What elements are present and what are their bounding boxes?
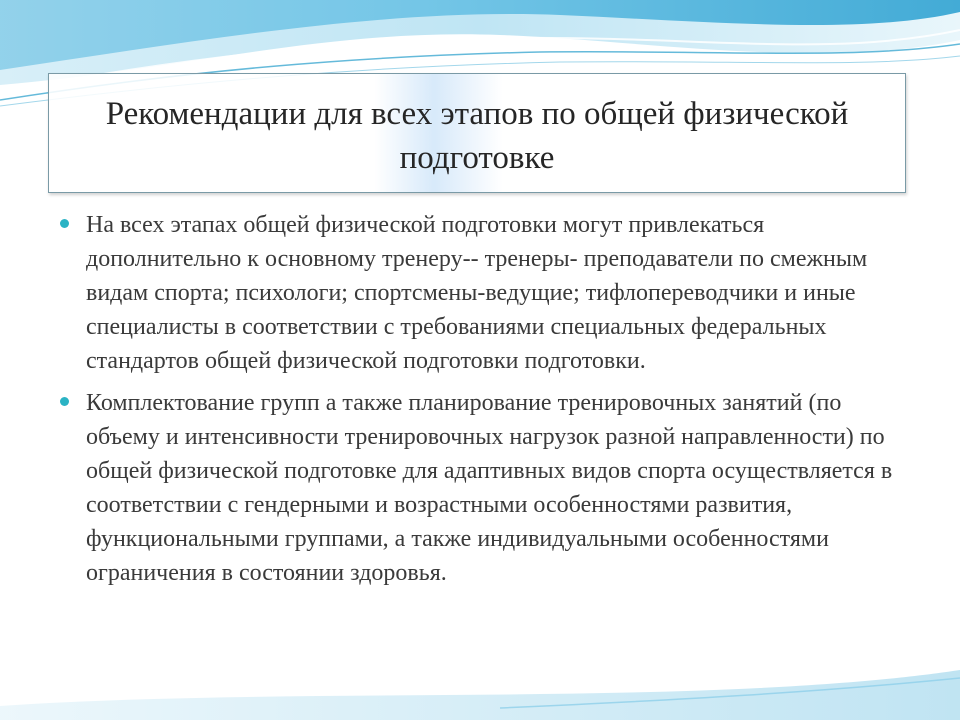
bullet-dot-icon [60,219,69,228]
bullet-item [56,208,916,378]
bottom-wave [0,670,960,720]
bullet-dot-icon [60,397,69,406]
slide-title: Рекомендации для всех этапов по общей физической подготовке [105,96,849,176]
bullet-text: Комплектование групп а также планирование тренировочных занятий (по объему и интенсивности тренировочных нагрузок разной направленности) по общей физической подготовке для адаптивных видов спорта осуществляется в соответствии с гендерными и возрастными особенностями развития, функциональными группами, а также индивидуальными особенностями ограничения в состоянии здоровья. [86,390,893,586]
bullet-text: На всех этапах общей физической подготовки могут привлекаться дополнительно к основному тренеру-- тренеры- преподаватели по смежным видам спорта; психологи; спортсмены-ведущие; тифлопереводчики и иные специалисты в соответствии с требованиями специальных федеральных стандартов общей физической подготовки подготовки. [86,212,868,374]
bullet-list [56,208,916,598]
bullet-item [56,386,916,590]
title-box [48,73,906,193]
